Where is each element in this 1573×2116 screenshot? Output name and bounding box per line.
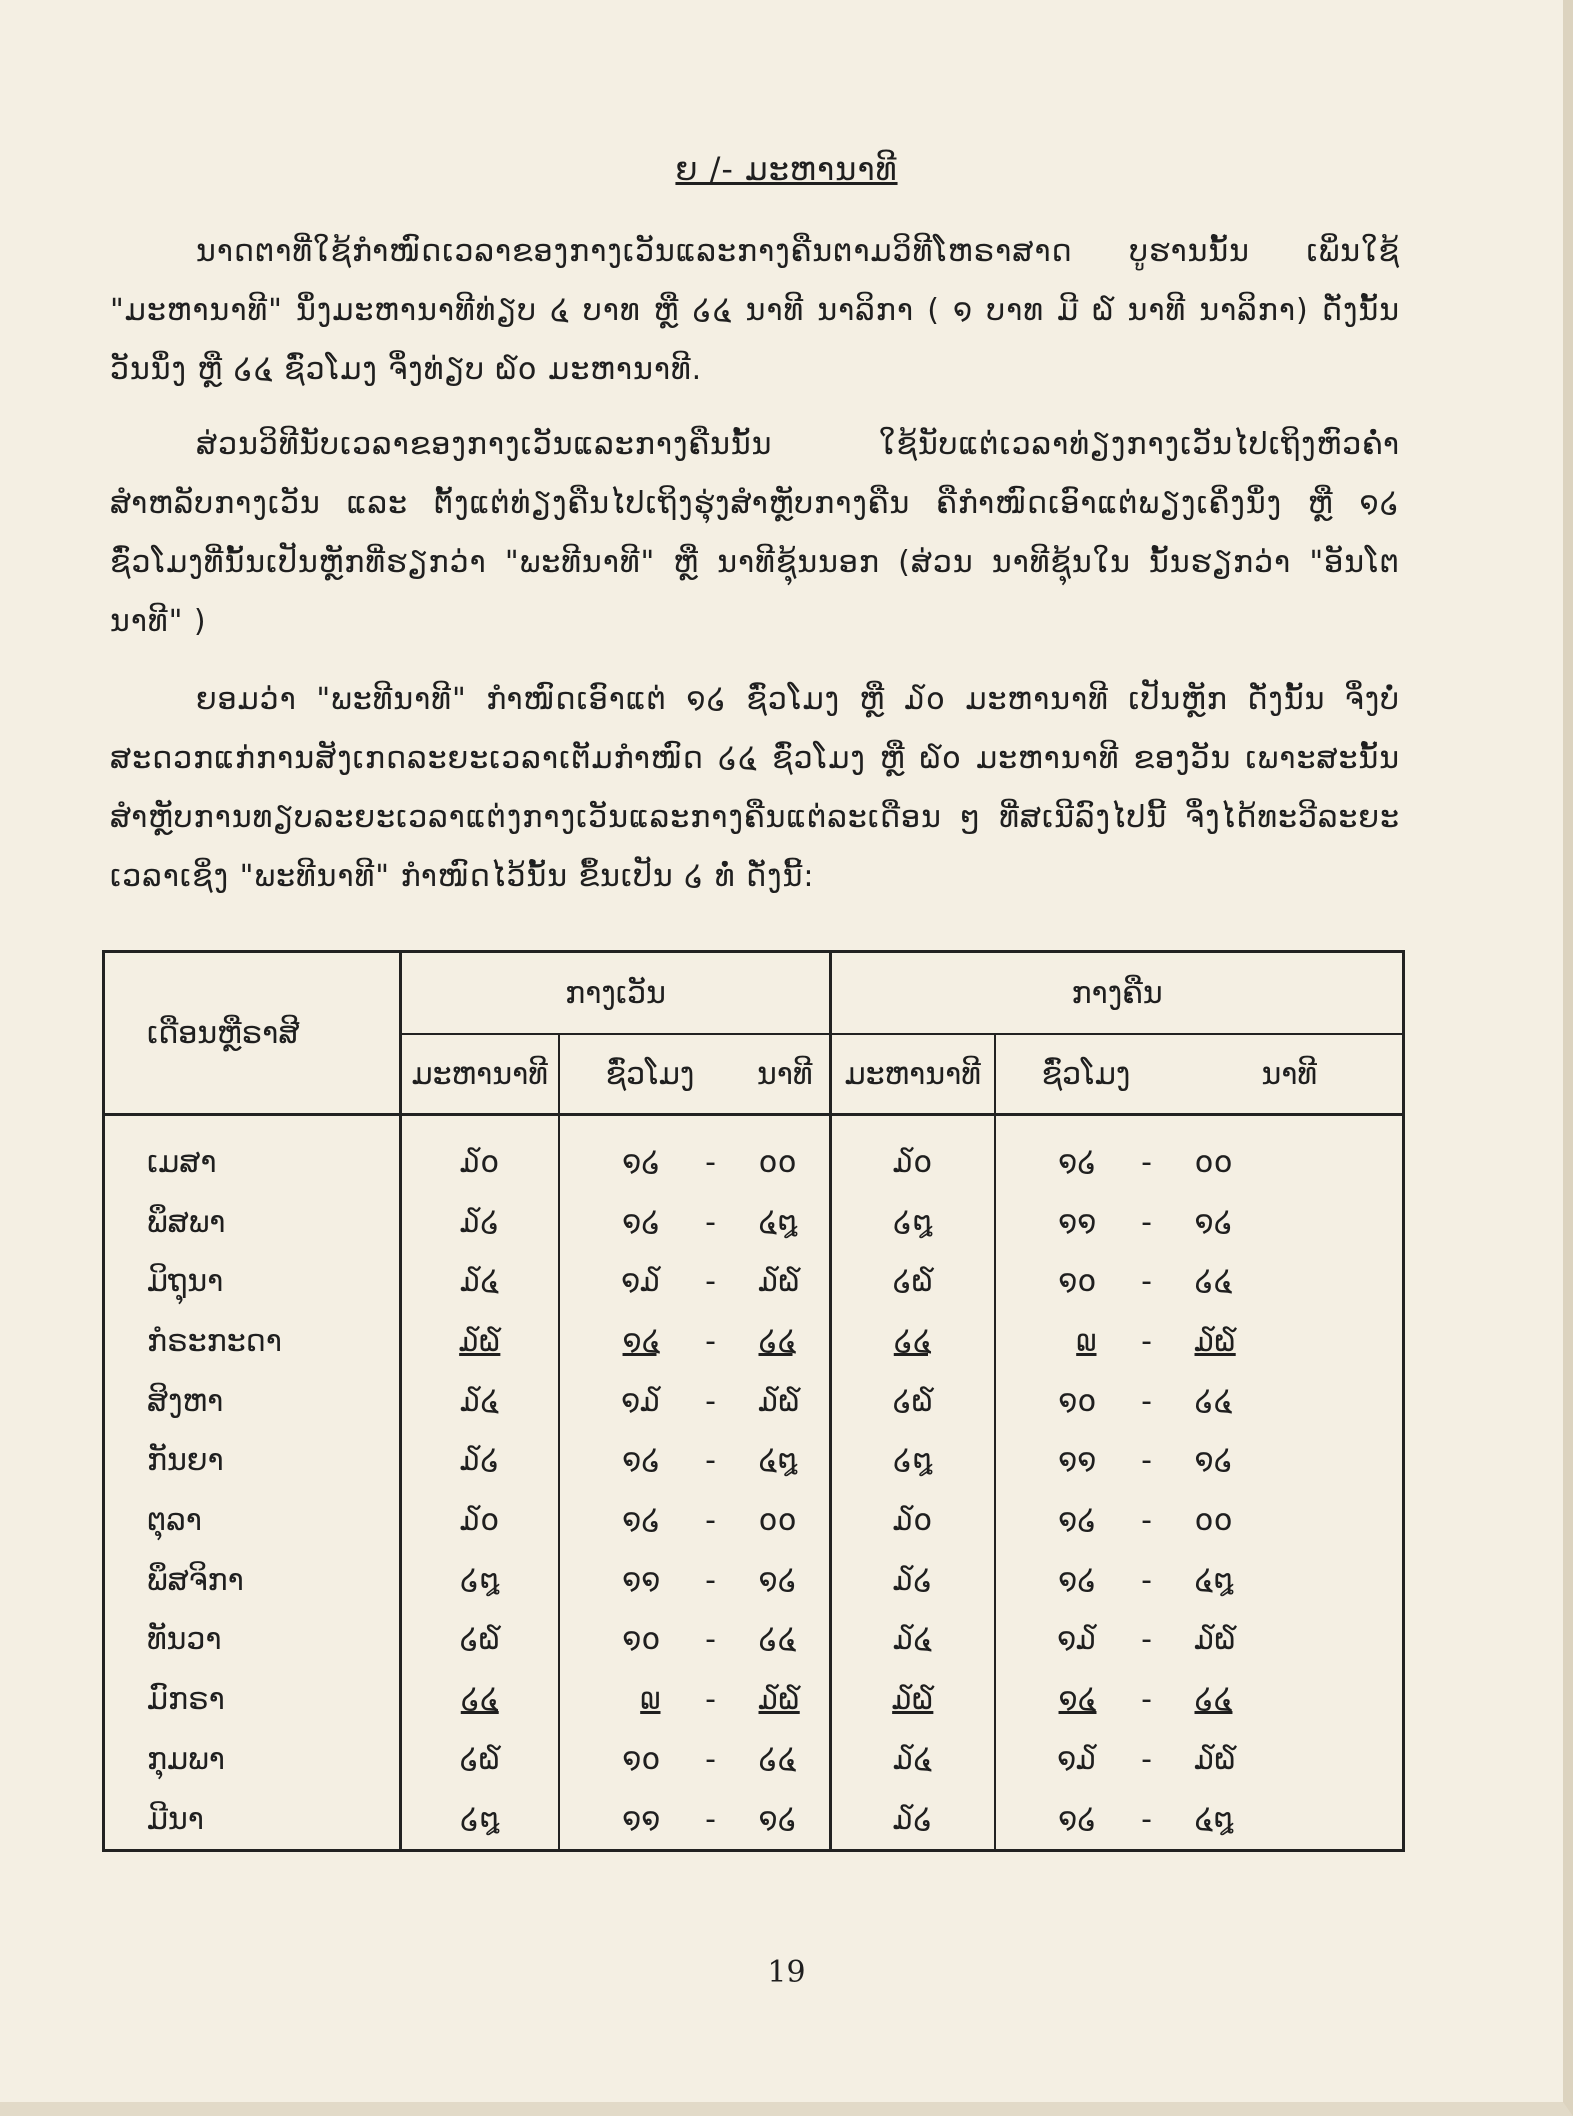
night-hours-cell	[995, 1371, 1117, 1431]
night-dash	[1117, 1312, 1177, 1372]
day-mahanathi-cell	[401, 1192, 559, 1252]
night-minutes-cell	[1177, 1431, 1404, 1491]
night-mahanathi-cell	[831, 1550, 995, 1610]
night-mahanathi-cell-text: ໓໖	[892, 1682, 934, 1718]
table-row	[104, 1491, 1404, 1551]
night-dash-text: -	[1141, 1383, 1152, 1419]
night-hours-cell-text: ໑໐	[1058, 1264, 1097, 1300]
night-minutes-cell	[1177, 1252, 1404, 1312]
page-number: 19	[767, 1955, 806, 1990]
day-hours-cell	[559, 1431, 681, 1491]
day-dash-text: -	[705, 1204, 716, 1240]
month-name-text: ເມສາ	[147, 1144, 217, 1180]
night-mahanathi-cell	[831, 1192, 995, 1252]
day-mahanathi-cell-text: ໒໘	[460, 1562, 500, 1598]
night-minutes-cell-text: ໓໖	[1194, 1741, 1236, 1777]
night-minutes-cell-text: ໐໐	[1194, 1144, 1233, 1180]
night-mahanathi-cell-text: ໓໐	[893, 1503, 933, 1539]
day-mahanathi-header: ມະຫານາທີ	[401, 1034, 559, 1115]
night-minutes-cell	[1177, 1491, 1404, 1551]
month-name-text: ມົກຣາ	[147, 1682, 225, 1718]
day-hours-cell	[559, 1789, 681, 1850]
day-minutes-cell-text: ໐໐	[758, 1503, 797, 1539]
day-dash	[681, 1730, 741, 1790]
day-mahanathi-cell-text: ໒໖	[459, 1741, 500, 1777]
month-time-table	[102, 950, 1405, 1852]
night-minutes-header: ນາທີ	[1177, 1034, 1404, 1115]
night-minutes-cell-text: ໓໖	[1194, 1622, 1236, 1658]
day-hours-cell	[559, 1491, 681, 1551]
table-row	[104, 1115, 1404, 1193]
night-dash	[1117, 1252, 1177, 1312]
day-mahanathi-cell	[401, 1252, 559, 1312]
night-hours-cell-text: ໑໓	[1057, 1622, 1097, 1658]
day-hours-cell	[559, 1312, 681, 1372]
night-dash	[1117, 1730, 1177, 1790]
month-name-text: ກໍຣະກະດາ	[147, 1323, 282, 1359]
month-name-text: ສິງຫາ	[147, 1383, 224, 1419]
month-name	[104, 1491, 401, 1551]
day-minutes-cell-text: ໓໖	[758, 1383, 800, 1419]
night-hours-cell	[995, 1431, 1117, 1491]
night-minutes-cell	[1177, 1115, 1404, 1193]
day-hours-cell	[559, 1550, 681, 1610]
month-name-text: ພຶສຈິກາ	[147, 1562, 244, 1598]
day-dash-text: -	[705, 1503, 716, 1539]
day-hours-cell	[559, 1670, 681, 1730]
day-dash	[681, 1491, 741, 1551]
day-hours-cell-text: ໑໒	[622, 1144, 661, 1180]
day-minutes-cell-text: ໐໐	[758, 1144, 797, 1180]
day-dash	[681, 1431, 741, 1491]
night-hours-cell	[995, 1670, 1117, 1730]
month-name	[104, 1312, 401, 1372]
section-heading: ຍ /- ມະຫານາທີ	[675, 150, 898, 188]
day-hours-cell	[559, 1115, 681, 1193]
day-dash	[681, 1312, 741, 1372]
day-dash-text: -	[705, 1323, 716, 1359]
day-minutes-cell	[741, 1312, 831, 1372]
day-mahanathi-cell	[401, 1789, 559, 1850]
table-row	[104, 1371, 1404, 1431]
month-name	[104, 1115, 401, 1193]
day-mahanathi-cell-text: ໒໖	[459, 1622, 500, 1658]
nighttime-group-header: ກາງຄືນ	[831, 952, 1404, 1035]
day-mahanathi-cell	[401, 1312, 559, 1372]
night-minutes-cell-text: ໒໔	[1194, 1682, 1233, 1718]
table-row	[104, 1789, 1404, 1850]
night-dash	[1117, 1550, 1177, 1610]
night-mahanathi-cell-text: ໒໖	[892, 1264, 933, 1300]
day-mahanathi-cell	[401, 1670, 559, 1730]
night-hours-cell	[995, 1550, 1117, 1610]
day-minutes-header: ນາທີ	[741, 1034, 831, 1115]
table-row	[104, 1431, 1404, 1491]
night-dash	[1117, 1491, 1177, 1551]
night-dash-text: -	[1141, 1204, 1152, 1240]
night-minutes-cell	[1177, 1789, 1404, 1850]
day-dash-text: -	[705, 1383, 716, 1419]
table-row	[104, 1730, 1404, 1790]
day-hours-cell-text: ໑໓	[621, 1383, 661, 1419]
night-mahanathi-cell-text: ໓໔	[893, 1741, 933, 1777]
night-hours-cell	[995, 1789, 1117, 1850]
night-hours-cell	[995, 1115, 1117, 1193]
day-dash-text: -	[705, 1144, 716, 1180]
night-hours-cell-text: ໑໔	[1058, 1682, 1097, 1718]
day-minutes-cell	[741, 1550, 831, 1610]
day-mahanathi-cell-text: ໓໖	[459, 1323, 501, 1359]
night-minutes-cell-text: ໒໔	[1194, 1383, 1233, 1419]
night-hours-cell-text: ໑໑	[1058, 1443, 1097, 1479]
night-dash-text: -	[1141, 1323, 1152, 1359]
night-dash	[1117, 1431, 1177, 1491]
month-name	[104, 1371, 401, 1431]
night-hours-cell-text: ໑໐	[1058, 1383, 1097, 1419]
day-minutes-cell	[741, 1192, 831, 1252]
night-minutes-cell	[1177, 1371, 1404, 1431]
day-hours-header: ຊົ່ວໂມງ	[559, 1034, 741, 1115]
day-dash	[681, 1789, 741, 1850]
night-minutes-cell	[1177, 1192, 1404, 1252]
day-hours-cell-text: ໑໐	[622, 1622, 661, 1658]
night-minutes-cell	[1177, 1610, 1404, 1670]
paragraph-3: ຍອມວ່າ "ພະທີນາທີ" ກຳໜົດເອົາແຕ່ ໑໒ ຊົ່ວໂມງ ຫຼື ໓໐ ມະຫານາທີ ເປັນຫຼັກ ດັ່ງນັ້ນ ຈຶ່ງບໍ່ສະດວກແກ່ການສັງເກດລະຍະເວລາເຕັມກຳໜົດ ໒໔ ຊົ່ວໂມງ ຫຼື ໖໐ ມະຫານາທີ ຂອງວັນ ເພາະສະນັ້ນສຳຫຼັບການທຽບລະຍະເວລາແຕ່ງກາງເວັນແລະກາງຄືນແຕ່ລະເດືອນ ໆ ທີ່ສເນີລົງໄປນີ້ ຈຶ່ງໄດ້ທະວີລະຍະເວລາເຊິ່ງ "ພະທີນາທີ" ກຳໜົດໄວ້ນັ້ນ ຂຶ້ນເປັນ ໒ ທໍ່ ດັ່ງນີ້:	[110, 682, 1400, 894]
day-dash	[681, 1115, 741, 1193]
day-dash-text: -	[705, 1801, 716, 1837]
day-dash-text: -	[705, 1622, 716, 1658]
night-mahanathi-cell-text: ໓໒	[893, 1801, 933, 1837]
day-mahanathi-cell	[401, 1115, 559, 1193]
month-name-text: ມິຖຸນາ	[147, 1264, 224, 1300]
month-name-text: ຕຸລາ	[147, 1503, 202, 1539]
day-minutes-cell-text: ໑໒	[758, 1562, 797, 1598]
day-dash-text: -	[705, 1682, 716, 1718]
night-minutes-cell	[1177, 1550, 1404, 1610]
night-minutes-cell-text: ໔໘	[1194, 1801, 1234, 1837]
day-dash	[681, 1610, 741, 1670]
day-dash	[681, 1371, 741, 1431]
day-mahanathi-cell-text: ໒໘	[460, 1801, 500, 1837]
day-hours-cell-text: ໑໒	[622, 1503, 661, 1539]
day-minutes-cell-text: ໒໔	[758, 1741, 797, 1777]
day-minutes-cell-text: ໒໔	[758, 1622, 797, 1658]
day-hours-cell-text: ໑໑	[622, 1562, 661, 1598]
night-mahanathi-header: ມະຫານາທີ	[831, 1034, 995, 1115]
day-hours-cell	[559, 1192, 681, 1252]
month-name	[104, 1730, 401, 1790]
table-row	[104, 1610, 1404, 1670]
night-hours-cell	[995, 1312, 1117, 1372]
night-mahanathi-cell-text: ໓໒	[893, 1562, 933, 1598]
night-hours-cell	[995, 1491, 1117, 1551]
month-name	[104, 1192, 401, 1252]
day-minutes-cell-text: ໑໒	[758, 1801, 797, 1837]
day-mahanathi-cell-text: ໓໔	[460, 1264, 500, 1300]
daytime-group-header: ກາງເວັນ	[401, 952, 831, 1035]
day-mahanathi-cell	[401, 1550, 559, 1610]
night-minutes-cell	[1177, 1670, 1404, 1730]
night-hours-cell-text: ໙	[1076, 1323, 1097, 1359]
night-mahanathi-cell-text: ໒໖	[892, 1383, 933, 1419]
night-hours-cell	[995, 1730, 1117, 1790]
night-dash	[1117, 1115, 1177, 1193]
day-minutes-cell	[741, 1371, 831, 1431]
month-name-text: ກັນຍາ	[147, 1443, 224, 1479]
month-name	[104, 1670, 401, 1730]
night-dash	[1117, 1670, 1177, 1730]
night-hours-cell	[995, 1192, 1117, 1252]
day-mahanathi-cell-text: ໓໐	[460, 1144, 500, 1180]
day-mahanathi-cell	[401, 1610, 559, 1670]
night-mahanathi-cell-text: ໒໔	[893, 1323, 932, 1359]
day-dash	[681, 1252, 741, 1312]
table-row	[104, 1252, 1404, 1312]
day-dash	[681, 1670, 741, 1730]
night-dash-text: -	[1141, 1443, 1152, 1479]
month-name	[104, 1789, 401, 1850]
night-minutes-cell-text: ໑໒	[1194, 1204, 1233, 1240]
day-hours-cell	[559, 1371, 681, 1431]
day-mahanathi-cell	[401, 1730, 559, 1790]
night-mahanathi-cell-text: ໓໐	[893, 1144, 933, 1180]
night-dash	[1117, 1371, 1177, 1431]
night-dash-text: -	[1141, 1144, 1152, 1180]
day-mahanathi-cell	[401, 1491, 559, 1551]
day-minutes-cell	[741, 1610, 831, 1670]
night-minutes-cell-text: ໒໔	[1194, 1264, 1233, 1300]
day-minutes-cell	[741, 1252, 831, 1312]
table-row	[104, 1670, 1404, 1730]
month-name-text: ມີນາ	[147, 1801, 204, 1837]
month-column-header: ເດືອນຫຼືຣາສີ	[104, 952, 401, 1115]
day-hours-cell-text: ໑໔	[622, 1323, 661, 1359]
night-minutes-cell-text: ໔໘	[1194, 1562, 1234, 1598]
day-minutes-cell	[741, 1670, 831, 1730]
night-mahanathi-cell	[831, 1610, 995, 1670]
day-mahanathi-cell-text: ໓໒	[460, 1443, 500, 1479]
night-minutes-cell-text: ໑໒	[1194, 1443, 1233, 1479]
night-mahanathi-cell-text: ໒໘	[893, 1204, 933, 1240]
day-dash-text: -	[705, 1443, 716, 1479]
night-dash	[1117, 1610, 1177, 1670]
night-hours-header: ຊົ່ວໂມງ	[995, 1034, 1177, 1115]
day-mahanathi-cell	[401, 1431, 559, 1491]
month-name-text: ພຶສພາ	[147, 1204, 226, 1240]
night-dash	[1117, 1192, 1177, 1252]
night-hours-cell-text: ໑໑	[1058, 1204, 1097, 1240]
night-mahanathi-cell-text: ໓໔	[893, 1622, 933, 1658]
day-mahanathi-cell	[401, 1371, 559, 1431]
night-mahanathi-cell	[831, 1730, 995, 1790]
day-hours-cell	[559, 1252, 681, 1312]
month-name	[104, 1431, 401, 1491]
paragraph-2: ສ່ວນວິທີນັບເວລາຂອງກາງເວັນແລະກາງຄືນນັ້ນ ໃຊ້ນັບແຕ່ເວລາທ່ຽງກາງເວັນໄປເຖິງຫົວຄ່ຳ ສຳຫລັບກາງເວັນ ແລະ ຕັ້ງແຕ່ທ່ຽງຄືນໄປເຖິງຮຸ່ງສຳຫຼັບກາງຄືນ ຄືກຳໜົດເອົາແຕ່ພຽງເຄິ່ງນຶ່ງ ຫຼື ໑໒ ຊົ່ວໂມງທີ່ນັ້ນເປັນຫຼັກທີ່ຮຽກວ່າ "ພະທີນາທີ" ຫຼື ນາທີຊຸ້ນນອກ (ສ່ວນ ນາທີຊຸ້ນໃນ ນັ້ນຮຽກວ່າ "ອັນໂຕນາທີ" )	[110, 427, 1400, 639]
day-minutes-cell	[741, 1730, 831, 1790]
night-hours-cell-text: ໑໒	[1058, 1503, 1097, 1539]
day-hours-cell-text: ໑໑	[622, 1801, 661, 1837]
day-minutes-cell-text: ໔໘	[758, 1204, 798, 1240]
month-name-text: ກຸມພາ	[147, 1741, 225, 1777]
night-mahanathi-cell	[831, 1252, 995, 1312]
month-name	[104, 1550, 401, 1610]
night-dash-text: -	[1141, 1622, 1152, 1658]
day-mahanathi-cell-text: ໓໐	[460, 1503, 500, 1539]
paragraph-1: ນາດຕາທີ່ໃຊ້ກຳໜົດເວລາຂອງກາງເວັນແລະກາງຄືນຕາມວິທີໂຫຣາສາດ ບູຮານນັ້ນ ເພິ່ນໃຊ້ "ມະຫານາທີ" ນຶ່ງມະຫານາທີທ່ຽບ ໔ ບາທ ຫຼື ໒໔ ນາທີ ນາລິກາ ( ໑ ບາທ ມີ ໖ ນາທີ ນາລິກາ) ດັ່ງນັ້ນ ວັນນຶ່ງ ຫຼື ໒໔ ຊົ່ວໂມງ ຈຶ່ງທ່ຽບ ໖໐ ມະຫານາທີ.	[110, 234, 1400, 387]
night-mahanathi-cell	[831, 1431, 995, 1491]
night-mahanathi-cell	[831, 1670, 995, 1730]
day-minutes-cell	[741, 1431, 831, 1491]
day-hours-cell	[559, 1610, 681, 1670]
day-dash-text: -	[705, 1264, 716, 1300]
night-mahanathi-cell	[831, 1312, 995, 1372]
day-dash	[681, 1550, 741, 1610]
night-dash-text: -	[1141, 1741, 1152, 1777]
day-minutes-cell	[741, 1491, 831, 1551]
table-row	[104, 1550, 1404, 1610]
night-mahanathi-cell	[831, 1115, 995, 1193]
month-name	[104, 1610, 401, 1670]
day-dash-text: -	[705, 1562, 716, 1598]
day-minutes-cell-text: ໔໘	[758, 1443, 798, 1479]
night-mahanathi-cell	[831, 1491, 995, 1551]
day-mahanathi-cell-text: ໓໔	[460, 1383, 500, 1419]
table-row	[104, 1312, 1404, 1372]
night-hours-cell-text: ໑໒	[1058, 1144, 1097, 1180]
night-mahanathi-cell	[831, 1371, 995, 1431]
day-mahanathi-cell-text: ໒໔	[460, 1682, 499, 1718]
night-dash-text: -	[1141, 1801, 1152, 1837]
day-hours-cell-text: ໑໓	[621, 1264, 661, 1300]
month-name	[104, 1252, 401, 1312]
night-hours-cell-text: ໑໓	[1057, 1741, 1097, 1777]
night-dash-text: -	[1141, 1264, 1152, 1300]
night-minutes-cell-text: ໓໖	[1194, 1323, 1236, 1359]
day-dash-text: -	[705, 1741, 716, 1777]
night-hours-cell	[995, 1252, 1117, 1312]
day-hours-cell-text: ໑໐	[622, 1741, 661, 1777]
day-hours-cell-text: ໑໒	[622, 1443, 661, 1479]
month-name-text: ທັນວາ	[147, 1622, 222, 1658]
day-dash	[681, 1192, 741, 1252]
night-mahanathi-cell-text: ໒໘	[893, 1443, 933, 1479]
night-mahanathi-cell	[831, 1789, 995, 1850]
day-minutes-cell	[741, 1789, 831, 1850]
day-mahanathi-cell-text: ໓໒	[460, 1204, 500, 1240]
night-dash-text: -	[1141, 1682, 1152, 1718]
table-row	[104, 1192, 1404, 1252]
day-hours-cell	[559, 1730, 681, 1790]
day-minutes-cell-text: ໓໖	[758, 1682, 800, 1718]
day-hours-cell-text: ໙	[640, 1682, 661, 1718]
day-minutes-cell-text: ໒໔	[758, 1323, 797, 1359]
night-minutes-cell	[1177, 1730, 1404, 1790]
night-hours-cell	[995, 1610, 1117, 1670]
night-dash	[1117, 1789, 1177, 1850]
day-minutes-cell-text: ໓໖	[758, 1264, 800, 1300]
day-hours-cell-text: ໑໒	[622, 1204, 661, 1240]
night-hours-cell-text: ໑໒	[1058, 1801, 1097, 1837]
night-dash-text: -	[1141, 1503, 1152, 1539]
night-minutes-cell	[1177, 1312, 1404, 1372]
night-dash-text: -	[1141, 1562, 1152, 1598]
day-minutes-cell	[741, 1115, 831, 1193]
night-minutes-cell-text: ໐໐	[1194, 1503, 1233, 1539]
night-hours-cell-text: ໑໒	[1058, 1562, 1097, 1598]
